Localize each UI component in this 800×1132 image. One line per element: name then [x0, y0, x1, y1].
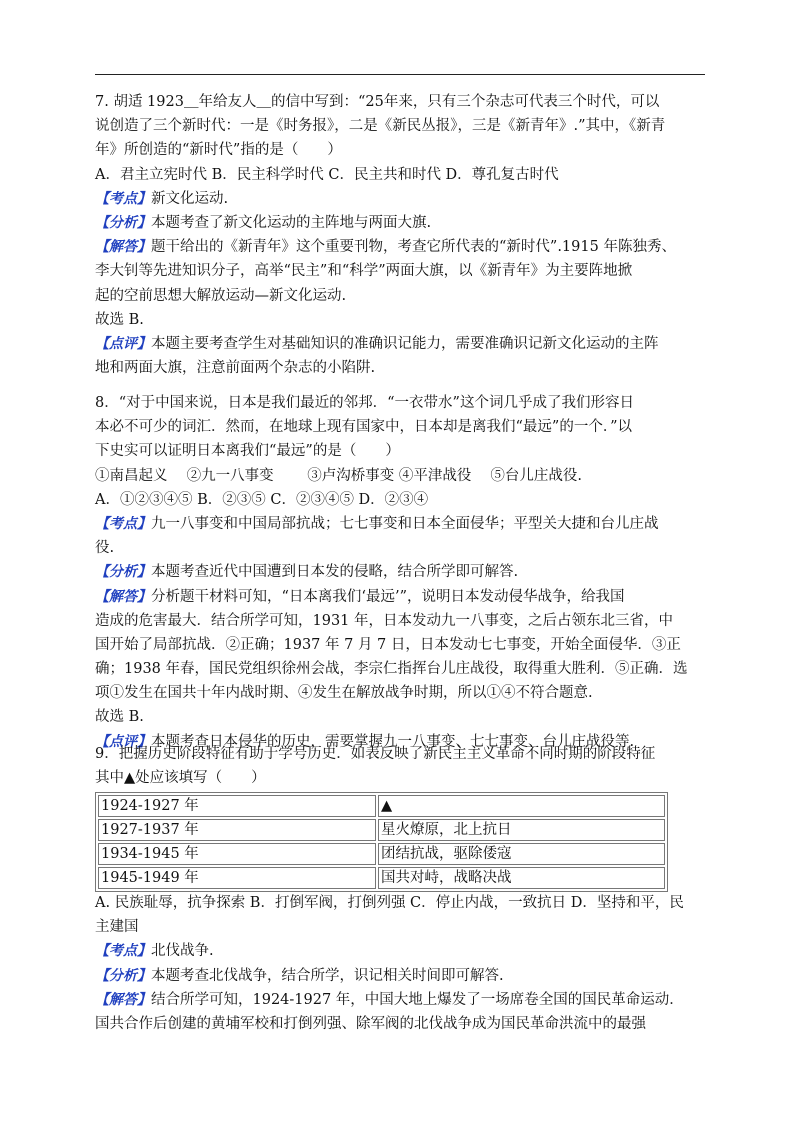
question-text: 9．把握历史阶段特征有助于学号历史．如表反映了新民主主义革命不同时期的阶段特征 — [95, 746, 656, 762]
jieda-row — [95, 235, 720, 259]
answer-options: A. 民族耻辱，抗争探索 B．打倒军阀，打倒列强 C．停止内战，一致抗日 D．坚持和平，民 — [95, 895, 684, 911]
question-7 — [95, 90, 720, 380]
kaodian-row — [95, 512, 720, 536]
fenxi-text: 本题考查近代中国遭到日本发的侵略，结合所学即可解答. — [151, 564, 519, 581]
jieda-text: 造成的危害最大．结合所学可知，1931 年，日本发动九一八事变，之后占领东北三省，中 — [95, 612, 674, 629]
jieda-text: 项①发生在国共十年内战时期、④发生在解放战争时期，所以①④不符合题意. — [95, 685, 593, 702]
jieda-text: 李大钊等先进知识分子，高举“民主”和“科学”两面大旗，以《新青年》为主要阵地掀 — [95, 263, 633, 280]
table-cell-feature: 团结抗战，驱除倭寇 — [378, 843, 665, 865]
fenxi-text: 本题考查北伐战争，结合所学，识记相关时间即可解答. — [151, 967, 504, 984]
question-8 — [95, 391, 720, 754]
kaodian-tag: 【考点】 — [95, 515, 151, 532]
stage-table — [95, 792, 668, 892]
header-rule — [95, 74, 705, 75]
table-row — [98, 867, 665, 889]
jieda-text: 分析题干材料可知，“日本离我们‘最远’”，说明日本发动侵华战争，给我国 — [151, 588, 625, 605]
question-text: 8．“对于中国来说，日本是我们最近的邻邦．“一衣带水”这个词几乎成了我们形容日 — [95, 395, 634, 411]
jieda-row — [95, 988, 720, 1012]
question-9-answer — [95, 891, 720, 1036]
fenxi-tag: 【分析】 — [95, 214, 151, 231]
dianping-text: 本题主要考查学生对基础知识的准确识记能力，需要准确识记新文化运动的主阵 — [151, 335, 659, 352]
kaodian-text: 北伐战争. — [151, 943, 214, 960]
jieda-tag: 【解答】 — [95, 588, 151, 605]
jieda-tag: 【解答】 — [95, 239, 151, 256]
question-text: 7. 胡适 1923＿年给友人＿的信中写到：“25年来，只有三个杂志可代表三个时代，可以 — [95, 94, 660, 110]
jieda-text: 题干给出的《新青年》这个重要刊物，考查它所代表的“新时代”.1915 年陈独秀、 — [151, 239, 676, 256]
choice-text: 故选 B. — [95, 311, 144, 328]
dianping-tag: 【点评】 — [95, 733, 151, 750]
dianping-tag: 【点评】 — [95, 335, 151, 352]
jieda-text: 结合所学可知，1924-1927 年，中国大地上爆发了一场席卷全国的国民革命运动． — [151, 991, 684, 1008]
question-text: 下史实可以证明日本离我们“最远”的是（ ） — [95, 443, 400, 460]
kaodian-row — [95, 939, 720, 963]
fenxi-text: 本题考查了新文化运动的主阵地与两面大旗. — [151, 214, 432, 231]
table-cell-period: 1934-1945 年 — [98, 843, 376, 865]
dianping-row — [95, 332, 720, 356]
fenxi-row — [95, 560, 720, 584]
fenxi-row — [95, 211, 720, 235]
kaodian-row — [95, 187, 720, 211]
jieda-row — [95, 585, 720, 609]
jieda-text: 国共合作后创建的黄埔军校和打倒列强、除军阀的北伐战争成为国民革命洪流中的最强 — [95, 1015, 646, 1032]
table-cell-feature: 国共对峙，战略决战 — [378, 867, 665, 889]
question-text: 年》所创造的“新时代”指的是（ ） — [95, 142, 342, 159]
table-cell-feature: ▲ — [378, 795, 665, 817]
question-text: 其中▲处应该填写（ ） — [95, 770, 266, 787]
table-row — [98, 819, 665, 841]
fenxi-row — [95, 964, 720, 988]
answer-options: A．①②③④⑤ B．②③⑤ C．②③④⑤ D．②③④ — [95, 491, 429, 508]
event-list: ①南昌起义 ②九一八事变 ③卢沟桥事变 ④平津战役 ⑤台儿庄战役. — [95, 467, 583, 484]
fenxi-tag: 【分析】 — [95, 564, 151, 581]
kaodian-text: 役. — [95, 540, 115, 557]
question-text: 本必不可少的词汇．然而，在地球上现有国家中，日本却是离我们“最远”的一个．”以 — [95, 419, 632, 436]
table-cell-period: 1924-1927 年 — [98, 795, 376, 817]
table-row — [98, 795, 665, 817]
kaodian-tag: 【考点】 — [95, 190, 151, 207]
kaodian-tag: 【考点】 — [95, 943, 151, 960]
kaodian-text: 九一八事变和中国局部抗战；七七事变和日本全面侵华；平型关大捷和台儿庄战 — [151, 515, 659, 532]
jieda-text: 国开始了局部抗战．②正确；1937 年 7 月 7 日，日本发动七七事变，开始全面侵华．③正 — [95, 636, 681, 653]
table-row — [98, 843, 665, 865]
choice-text: 故选 B. — [95, 709, 144, 726]
question-9 — [95, 742, 720, 790]
kaodian-text: 新文化运动. — [151, 190, 229, 207]
table-cell-period: 1927-1937 年 — [98, 819, 376, 841]
question-text: 说创造了三个新时代：一是《时务报》，二是《新民丛报》，三是《新青年》.”其中，《新青 — [95, 118, 666, 135]
dianping-text: 地和两面大旗，注意前面两个杂志的小陷阱. — [95, 360, 376, 377]
answer-options: A．君主立宪时代 B．民主科学时代 C．民主共和时代 D．尊孔复古时代 — [95, 166, 559, 183]
dianping-text: 本题考查日本侵华的历史，需要掌握九一八事变、七七事变、台儿庄战役等. — [151, 733, 635, 750]
answer-options: 主建国 — [95, 919, 139, 936]
jieda-text: 起的空前思想大解放运动—新文化运动. — [95, 287, 347, 304]
fenxi-tag: 【分析】 — [95, 967, 151, 984]
jieda-text: 确；1938 年春，国民党组织徐州会战，李宗仁指挥台儿庄战役，取得重大胜利．⑤正确．选 — [95, 661, 688, 678]
table-cell-period: 1945-1949 年 — [98, 867, 376, 889]
table-cell-feature: 星火燎原，北上抗日 — [378, 819, 665, 841]
jieda-tag: 【解答】 — [95, 991, 151, 1008]
